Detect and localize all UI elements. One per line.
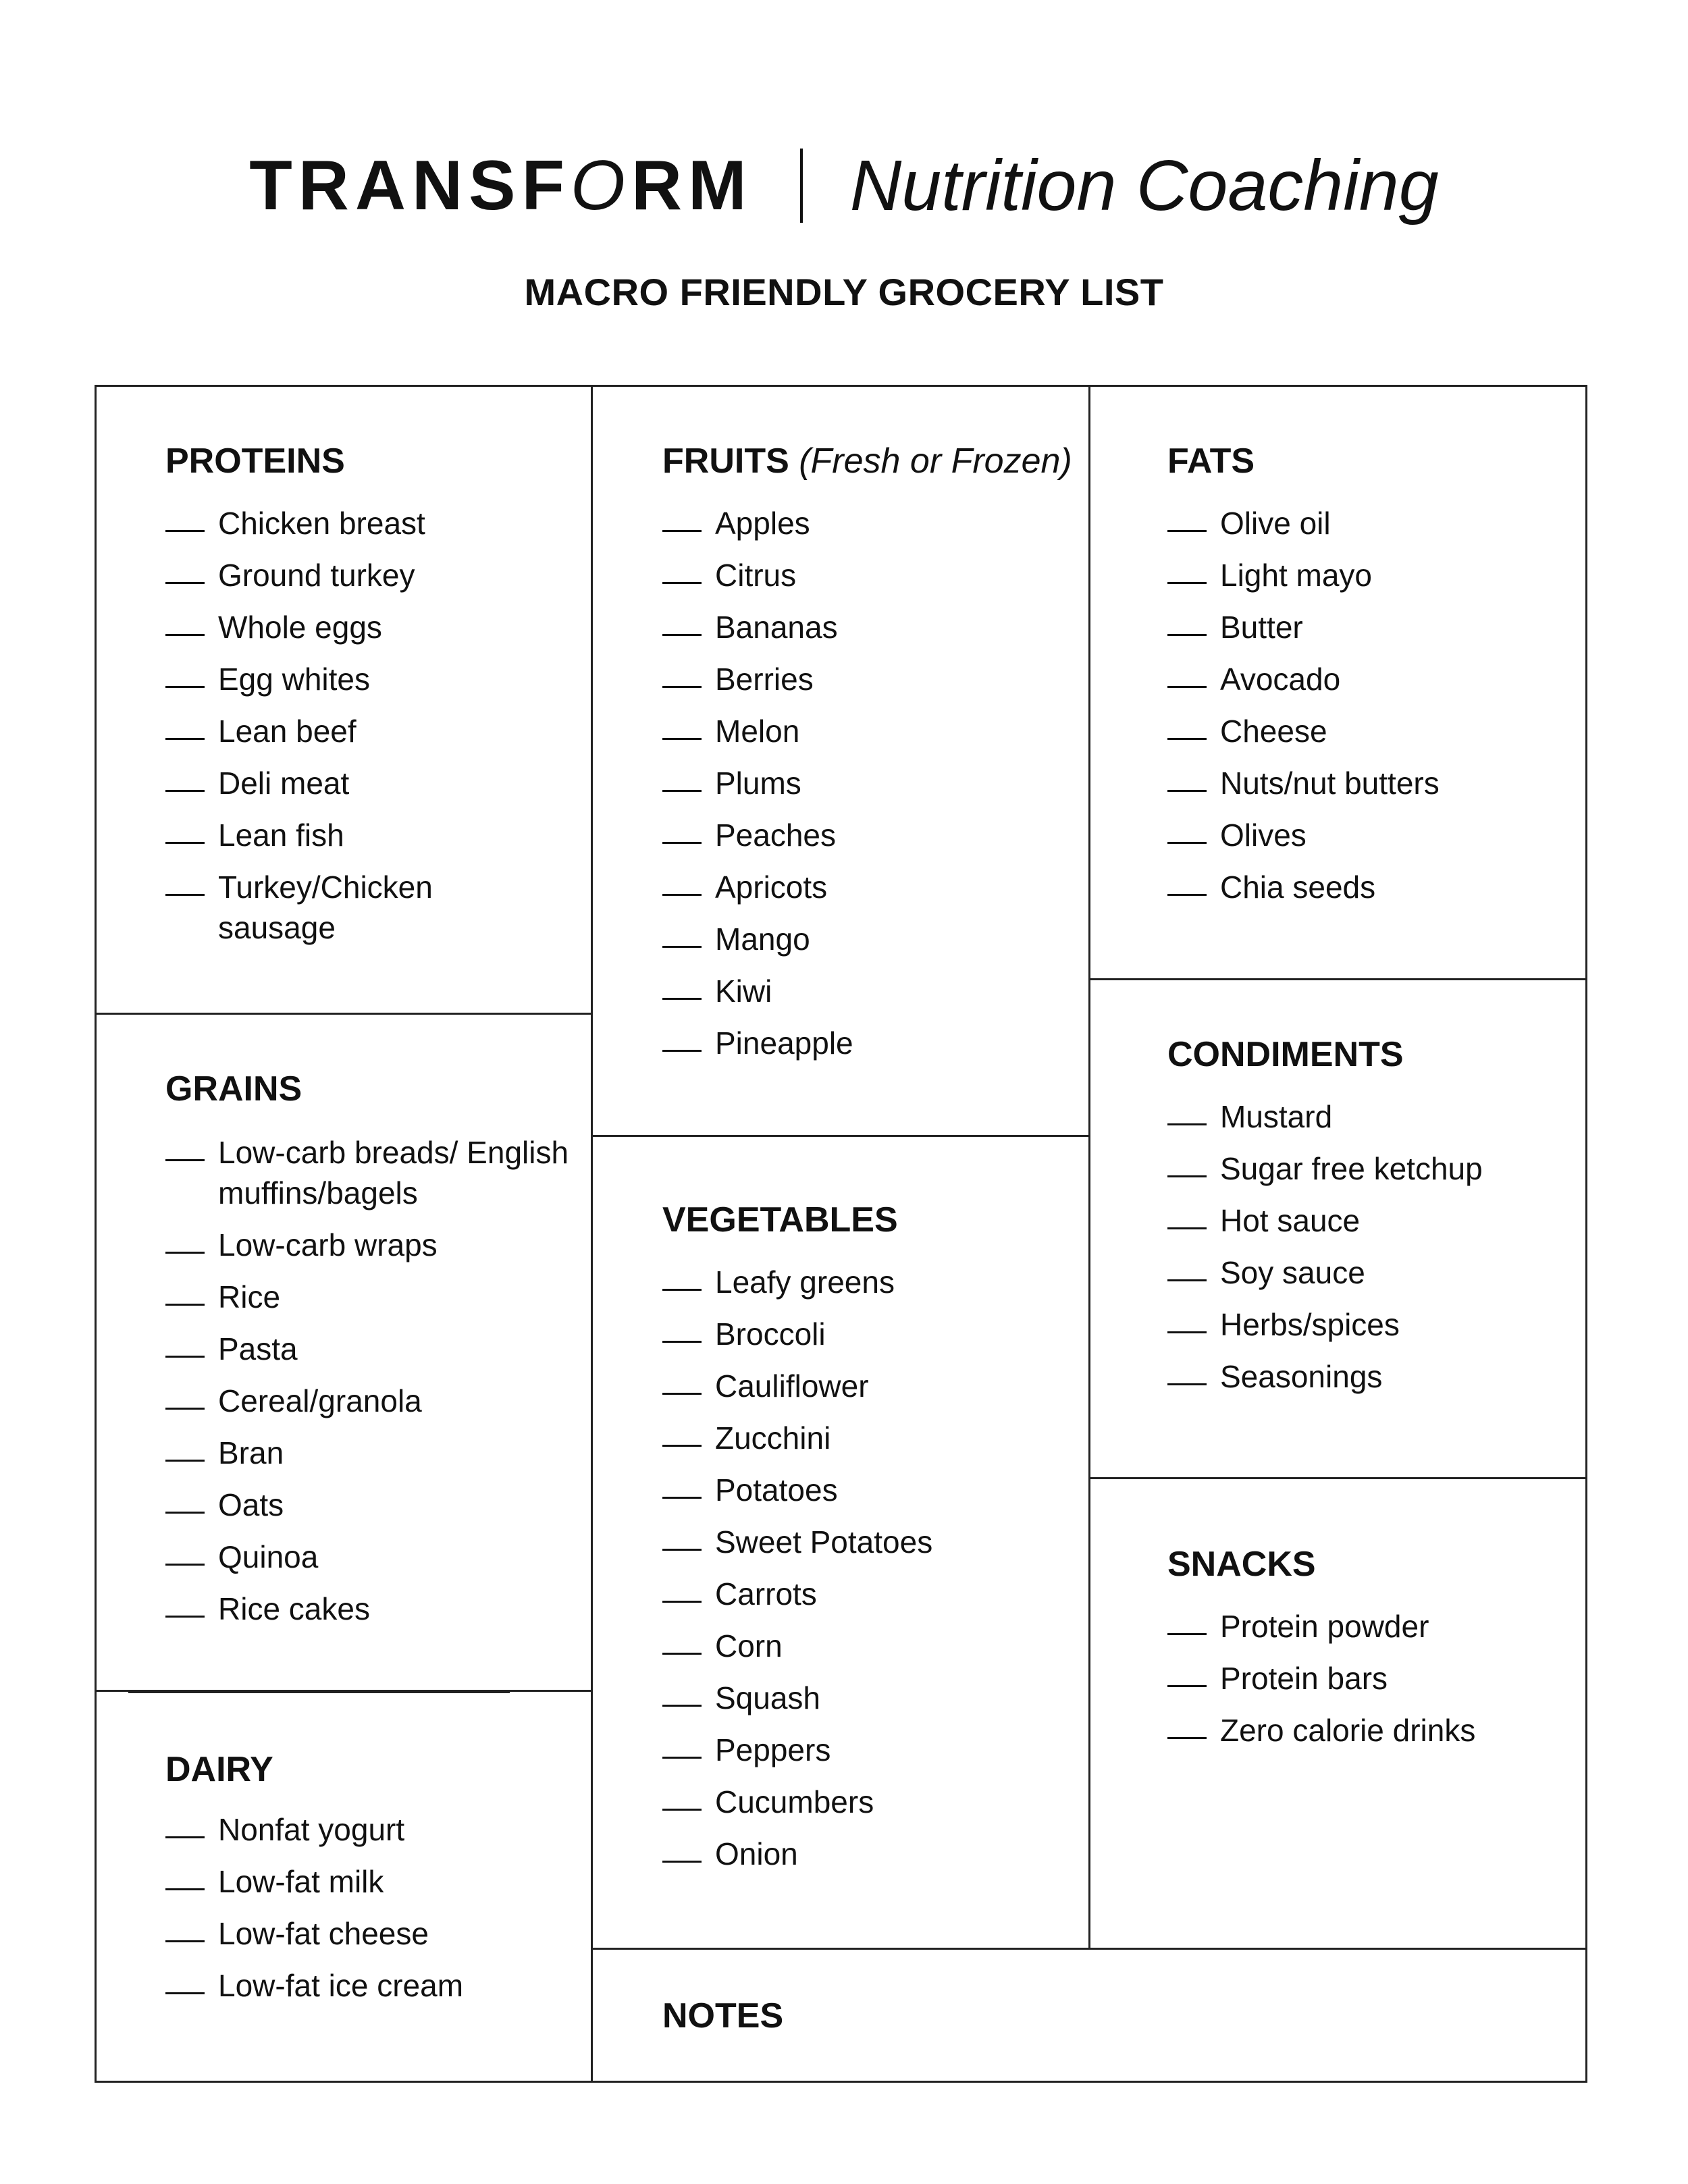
page-header	[0, 135, 1688, 236]
proteins-item	[165, 659, 475, 711]
checkbox-blank[interactable]	[165, 1965, 205, 1994]
fruits-item	[662, 607, 853, 659]
vegetables-item	[662, 1366, 932, 1418]
item-label: Citrus	[715, 558, 797, 593]
fats-list	[1167, 503, 1440, 919]
item-label: Quinoa	[218, 1539, 319, 1574]
item-label: Avocado	[1220, 662, 1341, 697]
fats-item	[1167, 503, 1440, 555]
fats-title: FATS	[1167, 442, 1255, 481]
checkbox-blank[interactable]	[165, 555, 205, 584]
condiments-item	[1167, 1356, 1483, 1408]
checkbox-blank[interactable]	[662, 1470, 702, 1499]
proteins-cell	[95, 385, 593, 1015]
item-label: Rice	[218, 1279, 281, 1314]
condiments-cell	[1088, 978, 1587, 1479]
checkbox-blank[interactable]	[662, 1262, 702, 1291]
item-label: Rice cakes	[218, 1591, 370, 1626]
item-label: Whole eggs	[218, 610, 382, 645]
snacks-item	[1167, 1658, 1475, 1710]
item-label: Apples	[715, 506, 810, 541]
checkbox-blank[interactable]	[662, 607, 702, 636]
grains-item	[165, 1329, 569, 1381]
item-label: Squash	[715, 1680, 821, 1715]
checkbox-blank[interactable]	[165, 1132, 205, 1161]
item-label: Low-fat ice cream	[218, 1968, 464, 2003]
fruits-item	[662, 919, 853, 971]
snacks-title: SNACKS	[1167, 1545, 1316, 1584]
checkbox-blank[interactable]	[662, 555, 702, 584]
checkbox-blank[interactable]	[165, 1225, 205, 1254]
checkbox-blank[interactable]	[1167, 503, 1207, 532]
item-label: Cheese	[1220, 714, 1327, 749]
item-label: Zero calorie drinks	[1220, 1713, 1476, 1748]
snacks-item	[1167, 1710, 1475, 1762]
vegetables-item	[662, 1782, 932, 1834]
fruits-cell	[591, 385, 1090, 1137]
vegetables-item	[662, 1834, 932, 1886]
dairy-item	[165, 1809, 463, 1861]
checkbox-blank[interactable]	[165, 1277, 205, 1306]
condiments-title: CONDIMENTS	[1167, 1035, 1404, 1074]
fruits-item	[662, 815, 853, 867]
checkbox-blank[interactable]	[165, 1913, 205, 1942]
item-label: Chicken breast	[218, 506, 425, 541]
item-label: Hot sauce	[1220, 1203, 1361, 1238]
checkbox-blank[interactable]	[662, 1834, 702, 1863]
item-label: Lean fish	[218, 818, 344, 853]
fats-item	[1167, 607, 1440, 659]
item-label: Plums	[715, 766, 801, 801]
fruits-item	[662, 1023, 853, 1075]
item-label: Seasonings	[1220, 1359, 1383, 1394]
checkbox-blank[interactable]	[662, 815, 702, 844]
item-label: Cucumbers	[715, 1784, 874, 1819]
condiments-item	[1167, 1148, 1483, 1200]
vegetables-item	[662, 1730, 932, 1782]
fats-item	[1167, 867, 1440, 919]
grains-item	[165, 1225, 569, 1277]
item-label: Turkey/Chicken sausage	[218, 870, 433, 945]
proteins-item	[165, 503, 475, 555]
grains-list	[165, 1132, 569, 1641]
item-label: Bananas	[715, 610, 838, 645]
checkbox-blank[interactable]	[662, 919, 702, 948]
dairy-cell	[95, 1690, 593, 2083]
item-label: Peaches	[715, 818, 837, 853]
item-label: Leafy greens	[715, 1264, 895, 1300]
checkbox-blank[interactable]	[1167, 1710, 1207, 1739]
fruits-list	[662, 503, 853, 1075]
item-label: Ground turkey	[218, 558, 415, 593]
checkbox-blank[interactable]	[165, 815, 205, 844]
checkbox-blank[interactable]	[662, 503, 702, 532]
checkbox-blank[interactable]	[1167, 1148, 1207, 1177]
item-label: Olives	[1220, 818, 1307, 853]
vegetables-item	[662, 1418, 932, 1470]
fruits-item	[662, 503, 853, 555]
fruits-item	[662, 971, 853, 1023]
checkbox-blank[interactable]	[662, 1626, 702, 1655]
vegetables-cell	[591, 1135, 1090, 1950]
proteins-item	[165, 763, 475, 815]
checkbox-blank[interactable]	[165, 763, 205, 792]
dairy-list	[165, 1809, 463, 2017]
grains-item	[165, 1485, 569, 1537]
grains-item	[165, 1433, 569, 1485]
checkbox-blank[interactable]	[662, 1730, 702, 1759]
item-label: Broccoli	[715, 1316, 826, 1352]
checkbox-blank[interactable]	[1167, 1356, 1207, 1385]
fruits-subtitle: (Fresh or Frozen)	[799, 442, 1072, 481]
checkbox-blank[interactable]	[1167, 1252, 1207, 1281]
proteins-item	[165, 711, 475, 763]
brand-tagline: Nutrition Coaching	[849, 146, 1439, 225]
item-label: Kiwi	[715, 974, 772, 1009]
checkbox-blank[interactable]	[662, 971, 702, 1000]
fruits-title-text: FRUITS	[662, 442, 789, 481]
grains-item	[165, 1537, 569, 1589]
condiments-item	[1167, 1200, 1483, 1252]
checkbox-blank[interactable]	[1167, 1200, 1207, 1229]
document-title: MACRO FRIENDLY GROCERY LIST	[524, 271, 1164, 313]
proteins-item	[165, 815, 475, 867]
item-label: Oats	[218, 1487, 284, 1522]
condiments-item	[1167, 1252, 1483, 1304]
item-label: Low-fat milk	[218, 1864, 384, 1899]
condiments-item	[1167, 1304, 1483, 1356]
dairy-item	[165, 1861, 463, 1913]
proteins-item	[165, 607, 475, 659]
checkbox-blank[interactable]	[1167, 659, 1207, 688]
vegetables-item	[662, 1522, 932, 1574]
checkbox-blank[interactable]	[662, 1574, 702, 1603]
checkbox-blank[interactable]	[165, 1433, 205, 1462]
item-label: Light mayo	[1220, 558, 1373, 593]
item-label: Low-fat cheese	[218, 1916, 429, 1951]
fats-item	[1167, 711, 1440, 763]
checkbox-blank[interactable]	[662, 659, 702, 688]
checkbox-blank[interactable]	[662, 1366, 702, 1395]
item-label: Sugar free ketchup	[1220, 1151, 1483, 1186]
checkbox-blank[interactable]	[165, 1329, 205, 1358]
item-label: Butter	[1220, 610, 1303, 645]
proteins-list	[165, 503, 475, 959]
fats-item	[1167, 763, 1440, 815]
snacks-item	[1167, 1606, 1475, 1658]
checkbox-blank[interactable]	[1167, 1096, 1207, 1125]
grains-item	[165, 1589, 569, 1641]
grains-item	[165, 1132, 569, 1225]
checkbox-blank[interactable]	[165, 1537, 205, 1566]
snacks-list	[1167, 1606, 1475, 1762]
item-label: Pasta	[218, 1331, 298, 1366]
checkbox-blank[interactable]	[662, 867, 702, 896]
dairy-item	[165, 1965, 463, 2017]
checkbox-blank[interactable]	[165, 1589, 205, 1618]
checkbox-blank[interactable]	[165, 503, 205, 532]
item-label: Corn	[715, 1628, 783, 1663]
checkbox-blank[interactable]	[1167, 1658, 1207, 1687]
item-label: Berries	[715, 662, 814, 697]
fats-item	[1167, 815, 1440, 867]
item-label: Mango	[715, 922, 810, 957]
item-label: Nuts/nut butters	[1220, 766, 1440, 801]
item-label: Apricots	[715, 870, 828, 905]
item-label: Melon	[715, 714, 800, 749]
grains-item	[165, 1277, 569, 1329]
snacks-cell	[1088, 1477, 1587, 1950]
checkbox-blank[interactable]	[662, 1782, 702, 1811]
item-label: Onion	[715, 1836, 798, 1871]
checkbox-blank[interactable]	[1167, 763, 1207, 792]
vegetables-item	[662, 1626, 932, 1678]
fruits-item	[662, 659, 853, 711]
fruits-item	[662, 763, 853, 815]
item-label: Carrots	[715, 1576, 817, 1612]
vegetables-title: VEGETABLES	[662, 1200, 898, 1240]
item-label: Chia seeds	[1220, 870, 1376, 905]
item-label: Peppers	[715, 1732, 831, 1767]
item-label: Low-carb breads/ English muffins/bagels	[218, 1135, 569, 1210]
checkbox-blank[interactable]	[165, 1485, 205, 1514]
checkbox-blank[interactable]	[1167, 607, 1207, 636]
item-label: Nonfat yogurt	[218, 1812, 405, 1847]
proteins-title: PROTEINS	[165, 442, 345, 481]
checkbox-blank[interactable]	[662, 1522, 702, 1551]
checkbox-blank[interactable]	[165, 1861, 205, 1890]
vegetables-item	[662, 1314, 932, 1366]
condiments-list	[1167, 1096, 1483, 1408]
vegetables-item	[662, 1678, 932, 1730]
checkbox-blank[interactable]	[165, 867, 205, 896]
vegetables-item	[662, 1262, 932, 1314]
notes-title: NOTES	[662, 1996, 784, 2035]
dairy-item	[165, 1913, 463, 1965]
checkbox-blank[interactable]	[165, 711, 205, 740]
fruits-item	[662, 867, 853, 919]
item-label: Sweet Potatoes	[715, 1524, 933, 1560]
item-label: Potatoes	[715, 1472, 838, 1508]
item-label: Deli meat	[218, 766, 350, 801]
fats-item	[1167, 659, 1440, 711]
checkbox-blank[interactable]	[165, 607, 205, 636]
checkbox-blank[interactable]	[662, 1023, 702, 1052]
checkbox-blank[interactable]	[165, 1381, 205, 1410]
vegetables-list	[662, 1262, 932, 1886]
fruits-item	[662, 711, 853, 763]
proteins-item	[165, 867, 475, 959]
checkbox-blank[interactable]	[1167, 867, 1207, 896]
fruits-item	[662, 555, 853, 607]
item-label: Mustard	[1220, 1099, 1333, 1134]
checkbox-blank[interactable]	[1167, 555, 1207, 584]
checkbox-blank[interactable]	[1167, 815, 1207, 844]
item-label: Protein powder	[1220, 1609, 1429, 1644]
item-label: Cauliflower	[715, 1368, 869, 1404]
fats-item	[1167, 555, 1440, 607]
checkbox-blank[interactable]	[662, 763, 702, 792]
fats-cell	[1088, 385, 1587, 980]
item-label: Egg whites	[218, 662, 371, 697]
checkbox-blank[interactable]	[1167, 1304, 1207, 1333]
fruits-title	[662, 441, 1072, 481]
checkbox-blank[interactable]	[662, 711, 702, 740]
item-label: Herbs/spices	[1220, 1307, 1400, 1342]
item-label: Pineapple	[715, 1026, 853, 1061]
proteins-item	[165, 555, 475, 607]
grains-cell	[95, 1013, 593, 1692]
vegetables-item	[662, 1574, 932, 1626]
dairy-title: DAIRY	[165, 1750, 273, 1789]
brand-divider	[800, 149, 803, 223]
item-label: Protein bars	[1220, 1661, 1388, 1696]
checkbox-blank[interactable]	[662, 1418, 702, 1447]
grains-item	[165, 1381, 569, 1433]
vegetables-item	[662, 1470, 932, 1522]
checkbox-blank[interactable]	[165, 659, 205, 688]
checkbox-blank[interactable]	[165, 1809, 205, 1838]
brand-logo: TRANSFORM	[249, 147, 753, 225]
checkbox-blank[interactable]	[662, 1678, 702, 1707]
item-label: Olive oil	[1220, 506, 1331, 541]
checkbox-blank[interactable]	[662, 1314, 702, 1343]
grains-title: GRAINS	[165, 1069, 302, 1109]
checkbox-blank[interactable]	[1167, 711, 1207, 740]
item-label: Low-carb wraps	[218, 1227, 438, 1262]
notes-cell	[591, 1948, 1587, 2083]
item-label: Lean beef	[218, 714, 357, 749]
item-label: Zucchini	[715, 1420, 831, 1456]
item-label: Cereal/granola	[218, 1383, 422, 1418]
checkbox-blank[interactable]	[1167, 1606, 1207, 1635]
condiments-item	[1167, 1096, 1483, 1148]
item-label: Soy sauce	[1220, 1255, 1365, 1290]
item-label: Bran	[218, 1435, 284, 1470]
